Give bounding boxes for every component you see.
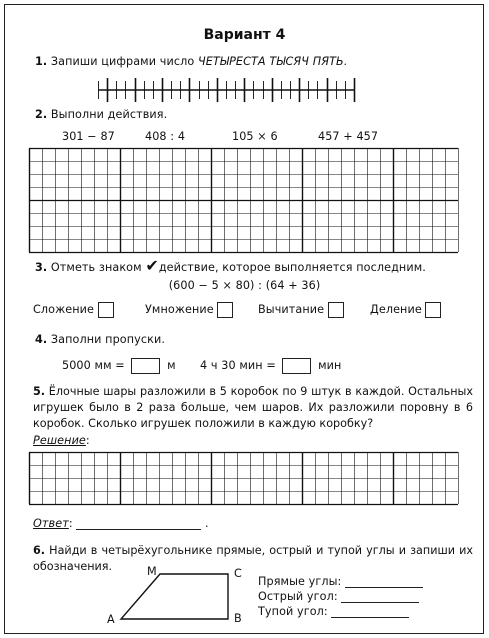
quadrilateral-shape — [121, 574, 228, 619]
obtuse-angle-label: Тупой угол: — [258, 605, 328, 618]
option-division — [370, 302, 441, 318]
task6-text: Найди в четырёхугольнике прямые, острый и тупой углы и запиши их обозначения. — [33, 544, 473, 573]
acute-angle-line[interactable] — [341, 592, 419, 603]
obtuse-angle-row — [258, 605, 409, 618]
option-subtraction — [258, 302, 344, 318]
task1-number: 1. — [35, 55, 48, 68]
solution-label-row — [33, 434, 90, 447]
option-multiplication-checkbox[interactable] — [217, 302, 233, 318]
answer-label: Ответ — [33, 517, 69, 530]
vertex-a: A — [107, 613, 115, 626]
acute-angle-row — [258, 590, 419, 603]
task2-text: Выполни действия. — [50, 108, 168, 121]
expression-2: 408 : 4 — [145, 130, 186, 143]
task2-prompt — [35, 108, 167, 121]
work-grid-task2[interactable] — [29, 148, 469, 252]
option-addition — [33, 302, 114, 318]
digit-line[interactable] — [98, 78, 358, 102]
option-addition-label: Сложение — [33, 303, 95, 316]
task4-item1-unit: м — [167, 359, 176, 372]
task4-item2-left: 4 ч 30 мин = — [200, 359, 276, 372]
task4-item1-left: 5000 мм = — [62, 359, 125, 372]
option-division-checkbox[interactable] — [425, 302, 441, 318]
option-division-label: Деление — [370, 303, 422, 316]
task2-number: 2. — [35, 108, 48, 121]
task1-text: Запиши цифрами число — [50, 55, 195, 68]
option-multiplication — [145, 302, 233, 318]
answer-dot: . — [205, 517, 209, 530]
answer-row — [33, 517, 209, 530]
option-subtraction-checkbox[interactable] — [328, 302, 344, 318]
acute-angle-label: Острый угол: — [258, 590, 338, 603]
work-grid-task5[interactable] — [29, 452, 469, 513]
task1-number-words: ЧЕТЫРЕСТА ТЫСЯЧ ПЯТЬ. — [197, 55, 348, 68]
task1-prompt — [35, 55, 348, 68]
task4-item1 — [62, 358, 176, 374]
option-multiplication-label: Умножение — [145, 303, 214, 316]
obtuse-angle-line[interactable] — [331, 607, 409, 618]
task5-prompt — [33, 384, 473, 432]
task5-number: 5. — [33, 385, 46, 398]
task4-item2 — [200, 358, 341, 374]
meters-input-box[interactable] — [131, 358, 160, 374]
answer-colon: : — [68, 517, 73, 530]
task4-prompt — [35, 333, 165, 346]
task3-expression: (600 − 5 × 80) : (64 + 36) — [168, 279, 321, 292]
right-angles-line[interactable] — [345, 577, 423, 588]
task3-prompt — [35, 256, 426, 275]
expression-3: 105 × 6 — [232, 130, 278, 143]
solution-colon: : — [85, 434, 90, 447]
task3-text-before: Отметь знаком — [50, 261, 142, 274]
option-subtraction-label: Вычитание — [258, 303, 325, 316]
task5-text: Ёлочные шары разложили в 5 коробок по 9 штук в каждой. Остальных игрушек было в 2 раза больше, чем шаров. Их разложили поровну в 6 коробок. Сколько игрушек положили в каждую коробку? — [33, 385, 473, 430]
vertex-m: M — [147, 565, 157, 578]
right-angles-row — [258, 575, 423, 588]
solution-label: Решение — [33, 434, 86, 447]
vertex-b: B — [234, 612, 242, 625]
task6-number: 6. — [33, 544, 46, 557]
answer-line[interactable] — [76, 518, 201, 530]
task4-text: Заполни пропуски. — [50, 333, 166, 346]
task4-item2-unit: мин — [318, 359, 342, 372]
expression-4: 457 + 457 — [318, 130, 379, 143]
vertex-c: C — [234, 567, 242, 580]
page-title: Вариант 4 — [203, 27, 286, 43]
right-angles-label: Прямые углы: — [258, 575, 342, 588]
task3-text-after: действие, которое выполняется последним. — [158, 261, 426, 274]
option-addition-checkbox[interactable] — [98, 302, 114, 318]
checkmark-icon: ✔ — [145, 256, 159, 275]
task4-number: 4. — [35, 333, 48, 346]
task3-number: 3. — [35, 261, 48, 274]
minutes-input-box[interactable] — [282, 358, 311, 374]
expression-1: 301 − 87 — [62, 130, 115, 143]
